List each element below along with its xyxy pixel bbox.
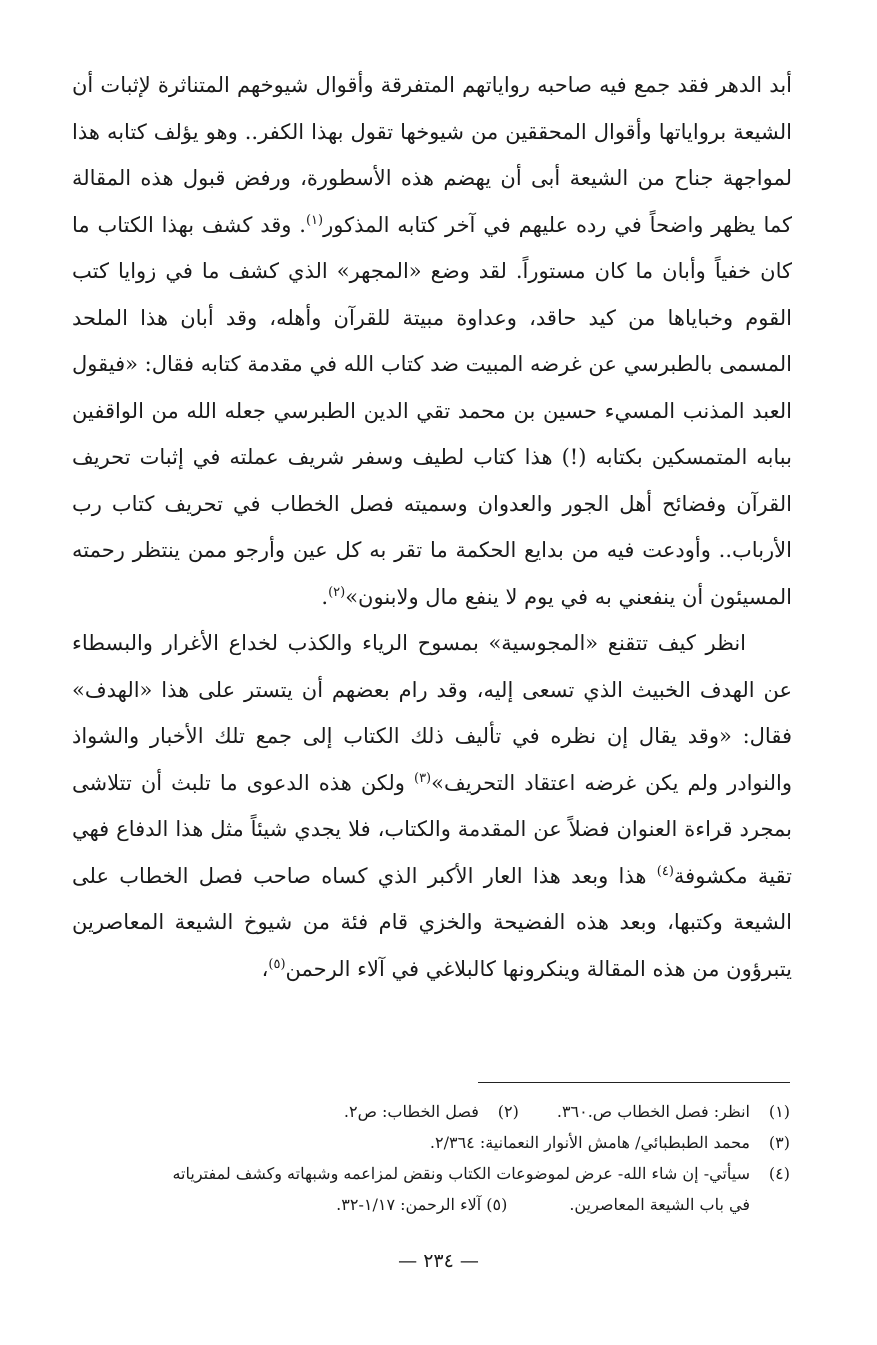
footnote-ref-4: (٤) [656, 863, 674, 879]
footnote-5 [336, 1189, 507, 1220]
footnote-text: محمد الطبطبائي/ هامش الأنوار النعمانية: ٢/٣٦٤. [429, 1133, 750, 1152]
footnote-ref-2: (٢) [328, 584, 346, 600]
footnote-4-continued [72, 1189, 790, 1220]
footnote-number: (٤) [768, 1164, 790, 1183]
footnote-1 [557, 1096, 790, 1127]
footnote-text: سيأتي- إن شاء الله- عرض لموضوعات الكتاب ونقض لمزاعمه وشبهاته وكشف لمفترياته [172, 1164, 750, 1183]
text-segment: هذا وبعد هذا العار الأكبر الذي كساه صاحب فصل الخطاب على الشيعة وكتبها، وبعد هذه الفضيحة والخزي قام فئة من شيوخ الشيعة المعاصرين يتبرؤون من هذه المقالة وينكرونها كالبلاغي في آلاء الرحمن [72, 863, 792, 981]
footnote-number: (٣) [768, 1133, 790, 1152]
text-segment: . [321, 584, 329, 609]
paragraph-1 [72, 62, 792, 620]
footnote-text: انظر: فصل الخطاب ص.٣٦٠. [556, 1102, 750, 1121]
footnote-separator [478, 1082, 790, 1083]
text-segment: ولكن هذه الدعوى ما تلبث أن تتلاشى بمجرد قراءة العنوان فضلاً عن المقدمة والكتاب، فلا يجدي شيئاً مثل هذا الدفاع فهي تقية مكشوفة [72, 770, 792, 888]
page-number: — ٢٣٤ — [398, 1250, 479, 1272]
footnote-ref-3: (٣) [413, 770, 432, 786]
footnote-2 [344, 1096, 519, 1127]
footnote-ref-5: (٥) [268, 956, 286, 972]
text-segment: أبد الدهر فقد جمع فيه صاحبه رواياتهم المتفرقة وأقوال شيوخهم المتناثرة لإثبات أن الشيعة برواياتها وأقوال المحققين من شيوخها تقول بهذا الكفر.. وهو يؤلف كتابه هذا لمواجهة جناح من الشيعة أبى أن يهضم هذه الأسطورة، ورفض قبول هذه المقالة كما يظهر واضحاً في رده عليهم في آخر كتابه المذكور [72, 73, 792, 237]
footnote-row-1-2 [72, 1096, 790, 1127]
main-text [72, 62, 792, 992]
paragraph-2 [72, 620, 792, 992]
text-segment: ، [261, 956, 269, 981]
footnote-4 [72, 1158, 790, 1189]
footnotes [72, 1096, 790, 1220]
footnote-text: آلاء الرحمن: ١/١٧-٣٢. [336, 1195, 482, 1214]
footnote-number: (٢) [497, 1102, 519, 1121]
footnote-number: (١) [768, 1102, 790, 1121]
footnote-3 [72, 1127, 790, 1158]
footnote-number: (٥) [486, 1195, 508, 1214]
text-segment: . وقد كشف بهذا الكتاب ما كان خفياً وأبان ما كان مستوراً. لقد وضع «المجهر» الذي كشف ما في زوايا كتب القوم وخباياها من كيد حاقد، وعداوة مبيتة للقرآن وأهله، وقد أبان هذا الملحد المسمى بالطبرسي عن غرضه المبيت ضد كتاب الله في مقدمة كتابه فقال: «فيقول العبد المذنب المسيء حسين بن محمد تقي الدين الطبرسي جعله الله من الواقفين ببابه المتمسكين بكتابه (!) هذا كتاب لطيف وسفر شريف عملته في إثبات تحريف القرآن وفضائح أهل الجور والعدوان وسميته فصل الخطاب في تحريف كتاب رب الأرباب.. وأودعت فيه من بدايع الحكمة ما تقر به كل عين وأرجو ممن ينتظر رحمته المسيئون أن ينفعني به في يوم لا ينفع مال ولابنون» [72, 212, 792, 609]
text-segment: انظر كيف تتقنع «المجوسية» بمسوح الرياء والكذب لخداع الأغرار والبسطاء عن الهدف الخبيث الذي تسعى إليه، وقد رام بعضهم أن يتستر على هذا «الهدف» فقال: «وقد يقال إن نظره في تأليف ذلك الكتاب إلى جمع تلك الأخبار والشواذ والنوادر ولم يكن غرضه اعتقاد التحريف» [72, 631, 792, 795]
footnote-text: فصل الخطاب: ص٢. [343, 1102, 479, 1121]
footnote-text: في باب الشيعة المعاصرين. [569, 1195, 750, 1214]
footnote-line [336, 1189, 750, 1220]
footnote-ref-1: (١) [305, 212, 324, 228]
